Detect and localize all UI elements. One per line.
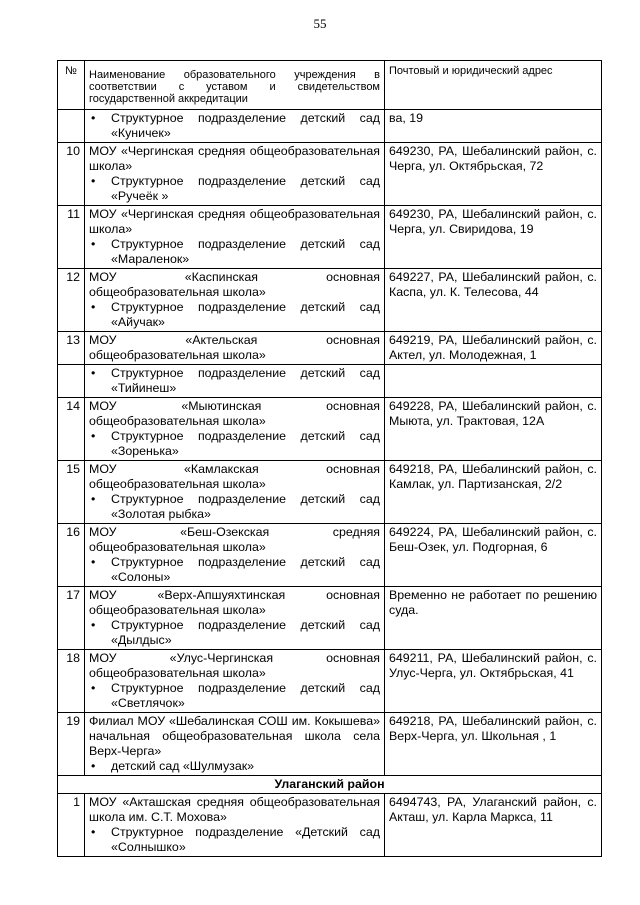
institution-cell <box>85 587 385 650</box>
address-cell: 649224, РА, Шебалинский район, с. Беш-Озек, ул. Подгорная, 6 <box>385 524 602 587</box>
institution-name: МОУ «Мыютинская основная общеобразовательная школа» <box>89 399 380 428</box>
kindergarten-name: детский сад «Шулмузак» <box>111 759 255 773</box>
table-row <box>58 461 602 524</box>
header-num: № <box>58 61 85 110</box>
row-number: 17 <box>58 587 85 650</box>
row-number: 14 <box>58 398 85 461</box>
institution-name: МОУ «Верх-Апшуяхтинская основная общеобразовательная школа» <box>89 588 380 617</box>
table-header-row <box>58 61 602 110</box>
institution-cell <box>85 524 385 587</box>
institution-cell <box>85 713 385 776</box>
row-number: 10 <box>58 143 85 206</box>
kindergarten-name: Структурное подразделение «Детский сад «Солнышко» <box>111 825 380 854</box>
kindergarten-name: Структурное подразделение детский сад «Дылдыс» <box>111 618 380 647</box>
address-cell: Временно не работает по решению суда. <box>385 587 602 650</box>
institution-cell <box>85 269 385 332</box>
kindergarten-item <box>89 429 380 459</box>
table-row <box>58 587 602 650</box>
institutions-table <box>57 60 602 857</box>
kindergarten-item <box>89 618 380 648</box>
bullet-icon: • <box>91 300 96 314</box>
table-row <box>58 365 602 398</box>
institution-cell <box>85 332 385 365</box>
institution-name: Филиал МОУ «Шебалинская СОШ им. Кокышева» начальная общеобразовательная школа села Верх-Черга» <box>89 714 380 758</box>
district-heading: Улаганский район <box>58 776 602 794</box>
kindergarten-name: Структурное подразделение детский сад «Айучак» <box>111 300 380 329</box>
table-row <box>58 269 602 332</box>
row-number: 13 <box>58 332 85 365</box>
bullet-icon: • <box>91 681 96 695</box>
kindergarten-name: Структурное подразделение детский сад «Тийинеш» <box>111 366 380 395</box>
institution-name: МОУ «Чергинская средняя общеобразовательная школа» <box>89 144 380 173</box>
institution-cell <box>85 398 385 461</box>
bullet-icon: • <box>91 429 96 443</box>
address-cell: 649211, РА, Шебалинский район, с. Улус-Черга, ул. Октябрьская, 41 <box>385 650 602 713</box>
address-cell: 649227, РА, Шебалинский район, с. Каспа, ул. К. Телесова, 44 <box>385 269 602 332</box>
kindergarten-item <box>89 555 380 585</box>
header-name: Наименование образовательного учреждения в соответствии с уставом и свидетельством государственной аккредитации <box>85 61 385 110</box>
kindergarten-name: Структурное подразделение детский сад «Ручеёк » <box>111 174 380 203</box>
kindergarten-item <box>89 237 380 267</box>
address-cell: 649230, РА, Шебалинский район, с. Черга, ул. Октябрьская, 72 <box>385 143 602 206</box>
row-number: 11 <box>58 206 85 269</box>
kindergarten-item <box>89 492 380 522</box>
kindergarten-item <box>89 759 380 774</box>
kindergarten-name: Структурное подразделение детский сад «Светлячок» <box>111 681 380 710</box>
row-number: 18 <box>58 650 85 713</box>
table-row <box>58 650 602 713</box>
bullet-icon: • <box>91 492 96 506</box>
address-cell: 649219, РА, Шебалинский район, с. Актел, ул. Молодежная, 1 <box>385 332 602 365</box>
kindergarten-name: Структурное подразделение детский сад «Куничек» <box>111 111 380 140</box>
institution-cell <box>85 143 385 206</box>
bullet-icon: • <box>91 759 96 773</box>
row-number <box>58 365 85 398</box>
kindergarten-item <box>89 681 380 711</box>
district-row <box>58 776 602 794</box>
institution-cell <box>85 461 385 524</box>
address-cell: 6494743, РА, Улаганский район, с. Акташ, ул. Карла Маркса, 11 <box>385 794 602 857</box>
address-cell: ва, 19 <box>385 110 602 143</box>
kindergarten-name: Структурное подразделение детский сад «Золотая рыбка» <box>111 492 380 521</box>
table-row <box>58 110 602 143</box>
institution-name: МОУ «Улус-Чергинская основная общеобразовательная школа» <box>89 651 380 680</box>
kindergarten-item <box>89 300 380 330</box>
institution-name: МОУ «Актельская основная общеобразовательная школа» <box>89 333 380 362</box>
table-row <box>58 524 602 587</box>
bullet-icon: • <box>91 366 96 380</box>
kindergarten-item <box>89 366 380 396</box>
table-row <box>58 332 602 365</box>
address-cell: 649230, РА, Шебалинский район, с. Черга, ул. Свиридова, 19 <box>385 206 602 269</box>
row-number <box>58 110 85 143</box>
page-number: 55 <box>313 16 327 31</box>
kindergarten-item <box>89 111 380 141</box>
row-number: 1 <box>58 794 85 857</box>
table-row <box>58 143 602 206</box>
row-number: 16 <box>58 524 85 587</box>
kindergarten-name: Структурное подразделение детский сад «Солоны» <box>111 555 380 584</box>
row-number: 15 <box>58 461 85 524</box>
table-row <box>58 794 602 857</box>
institution-cell <box>85 794 385 857</box>
institution-name: МОУ «Каспинская основная общеобразовательная школа» <box>89 270 380 299</box>
institution-name: МОУ «Беш-Озекская средняя общеобразовательная школа» <box>89 525 380 554</box>
bullet-icon: • <box>91 237 96 251</box>
address-cell: 649218, РА, Шебалинский район, с. Камлак, ул. Партизанская, 2/2 <box>385 461 602 524</box>
row-number: 19 <box>58 713 85 776</box>
table-row <box>58 206 602 269</box>
kindergarten-name: Структурное подразделение детский сад «Зоренька» <box>111 429 380 458</box>
bullet-icon: • <box>91 825 96 839</box>
table-row <box>58 713 602 776</box>
table-row <box>58 398 602 461</box>
address-cell <box>385 365 602 398</box>
address-cell: 649218, РА, Шебалинский район, с. Верх-Черга, ул. Школьная , 1 <box>385 713 602 776</box>
kindergarten-name: Структурное подразделение детский сад «Мараленок» <box>111 237 380 266</box>
institution-name: МОУ «Камлакская основная общеобразовательная школа» <box>89 462 380 491</box>
institution-name: МОУ «Чергинская средняя общеобразовательная школа» <box>89 207 380 236</box>
header-address: Почтовый и юридический адрес <box>385 61 602 110</box>
institution-name: МОУ «Акташская средняя общеобразовательная школа им. С.Т. Мохова» <box>89 795 380 824</box>
row-number: 12 <box>58 269 85 332</box>
institution-cell <box>85 206 385 269</box>
address-cell: 649228, РА, Шебалинский район, с. Мыюта, ул. Трактовая, 12А <box>385 398 602 461</box>
kindergarten-item <box>89 174 380 204</box>
bullet-icon: • <box>91 618 96 632</box>
institution-cell <box>85 650 385 713</box>
bullet-icon: • <box>91 174 96 188</box>
institution-cell <box>85 110 385 143</box>
institution-cell <box>85 365 385 398</box>
bullet-icon: • <box>91 111 96 125</box>
kindergarten-item <box>89 825 380 855</box>
bullet-icon: • <box>91 555 96 569</box>
